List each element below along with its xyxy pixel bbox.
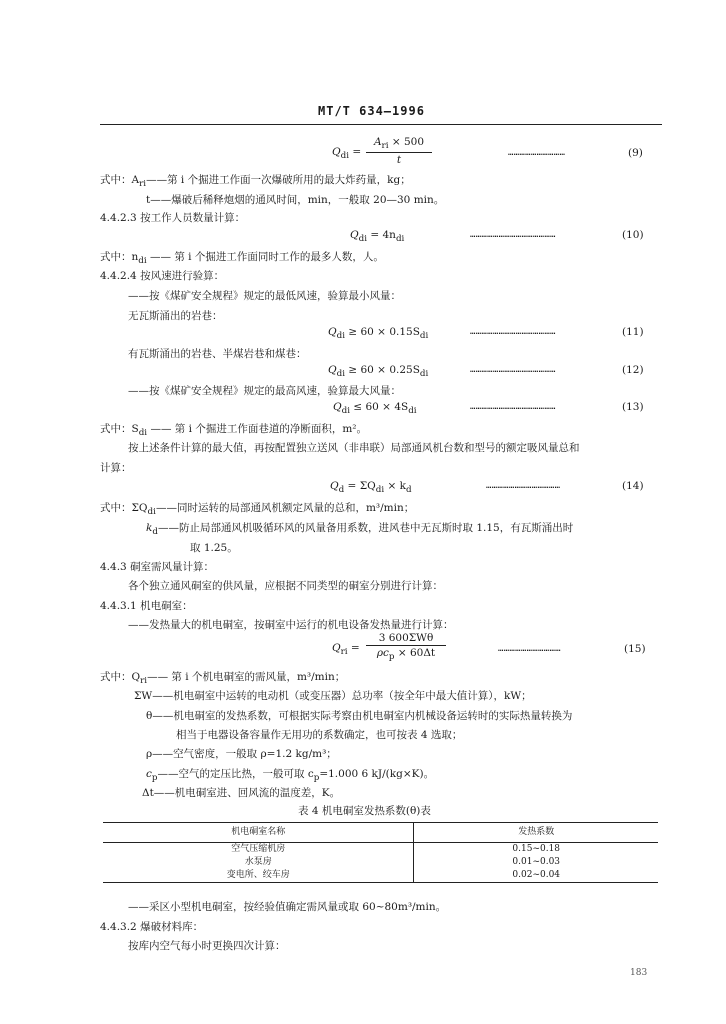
table-cell: 空气压缩机房 (231, 844, 286, 854)
where15-line6: $c_p——$空气的定压比热，一般可取 $c_p=1.000$ 6 kJ/(kg×K)。 (146, 768, 435, 784)
section-4432-title: 4.4.3.2 爆破材料库： (100, 921, 204, 933)
section-4424-line2: 无瓦斯涌出的岩巷： (128, 310, 223, 322)
where15-line7: Δt——机电硐室进、回风流的温度差，K。 (142, 787, 341, 799)
eq14-expression: $Q_d = \Sigma Q_{di} \times k_d$ (330, 480, 412, 496)
eq13-label: (13) (622, 401, 644, 413)
where15-line3: θ——机电硐室的发热系数，可根据实际考察由机电硐室内机械设备运转时的实际热量转换为 (146, 710, 573, 722)
page-number: 183 (630, 968, 648, 978)
eq15-leader: …………………………… (498, 644, 561, 654)
eq9-label: (9) (628, 147, 643, 159)
eq15-fraction: 3 600ΣWθ $\rho c_p \times 60\Delta t$ (366, 632, 446, 662)
section-4423-title: 4.4.2.3 按工作人员数量计算： (100, 212, 246, 224)
eq13-leader: ……………………………………… (470, 402, 556, 412)
where14-line1: 式中：$\Sigma Q_{di}——$同时运转的局部通风机额定风量的总和，m³/min； (100, 502, 415, 518)
eq11-leader: ……………………………………… (470, 327, 556, 337)
eq11-label: (11) (622, 326, 644, 338)
table-row (103, 843, 658, 857)
eq11-expression: $Q_{di} \ge 60 \times 0.15S_{di}$ (328, 326, 429, 342)
eq12-leader: ……………………………………… (470, 365, 556, 375)
where13: 式中：$S_{di}$ —— 第 i 个掘进工作面巷道的净断面积，m²。 (100, 423, 367, 439)
section-4431-line1: ——发热量大的机电硐室，按硐室中运行的机电设备发热量进行计算： (128, 619, 454, 631)
section-4432-line1: 按库内空气每小时更换四次计算： (128, 940, 286, 952)
para14-line2: 计算： (100, 462, 132, 474)
section-4424c-line1: ——按《煤矿安全规程》规定的最高风速，验算最大风量： (128, 385, 401, 397)
para14-line1: 按上述条件计算的最大值，再按配置独立送风（非串联）局部通风机台数和型号的额定吸风量总和 (128, 442, 580, 454)
table-cell: 0.02~0.04 (414, 869, 658, 883)
where15-line4: 相当于电器设备容量作无用功的系数确定，也可按表 4 选取； (176, 729, 463, 741)
header-rule (100, 124, 662, 125)
where9-line2: t——爆破后稀释炮烟的通风时间，min，一般取 20—30 min。 (146, 194, 445, 206)
standard-number: MT/T 634—1996 (318, 104, 425, 118)
section-443-line1: 各个独立通风硐室的供风量，应根据不同类型的硐室分别进行计算： (128, 580, 443, 592)
table-cell: 水泵房 (244, 857, 272, 867)
eq10-expression: $Q_{di} = 4n_{di}$ (350, 229, 405, 245)
where15-line2: ΣW——机电硐室中运转的电动机（或变压器）总功率（按全年中最大值计算），kW； (134, 690, 532, 702)
eq14-leader: ………………………………… (486, 481, 561, 491)
after-table-line1: ——采区小型机电硐室，按经验值确定需风量或取 60~80m³/min。 (128, 901, 447, 913)
table-row (103, 869, 658, 883)
where14-line2: $k_d——$防止局部通风机吸循环风的风量备用系数，进风巷中无瓦斯时取 1.15，有瓦斯涌出时 (146, 522, 574, 538)
section-4424-title: 4.4.2.4 按风速进行验算： (100, 270, 225, 282)
section-4424b-line1: 有瓦斯涌出的岩巷、半煤岩巷和煤巷： (128, 348, 307, 360)
where15-line5: ρ——空气密度，一般取 ρ=1.2 kg/m³； (146, 748, 337, 760)
section-4431-title: 4.4.3.1 机电硐室： (100, 600, 193, 612)
where9-line1: 式中：$A_{ri}——$第 i 个掘进工作面一次爆破所用的最大炸药量，kg； (100, 174, 411, 190)
eq13-expression: $Q_{di} \le 60 \times 4S_{di}$ (333, 401, 417, 417)
table4-header-name: 机电硐室名称 (103, 823, 414, 843)
eq10-leader: ……………………………………… (470, 230, 556, 240)
eq12-expression: $Q_{di} \ge 60 \times 0.25S_{di}$ (328, 364, 429, 380)
where10: 式中：$n_{di}$ —— 第 i 个掘进工作面同时工作的最多人数，人。 (100, 251, 384, 267)
table4-caption: 表 4 机电硐室发热系数(θ)表 (298, 805, 431, 817)
section-4424-line1: ——按《煤矿安全规程》规定的最低风速，验算最小风量： (128, 290, 401, 302)
where14-line3: 取 1.25。 (190, 542, 238, 554)
eq10-label: (10) (622, 229, 644, 241)
eq12-label: (12) (622, 364, 644, 376)
eq9-fraction: $A_{ri} \times 500$ t (366, 136, 432, 166)
where15-line1: 式中：$Q_{ri}——$ 第 i 个机电硐室的需风量，m³/min； (100, 671, 346, 687)
eq9-lhs: $Q_{di}$ = (332, 146, 362, 162)
eq15-lhs: $Q_{ri}$ = (332, 642, 360, 658)
table-cell: 0.01~0.03 (414, 856, 658, 869)
table-cell: 变电所、绞车房 (103, 869, 414, 883)
table-row (103, 856, 658, 869)
table4-header-coef: 发热系数 (414, 823, 658, 843)
table-cell: 0.15~0.18 (414, 843, 658, 857)
section-443-title: 4.4.3 硐室需风量计算： (100, 561, 215, 573)
eq14-label: (14) (622, 480, 644, 492)
eq15-label: (15) (624, 643, 646, 655)
eq9-leader: ………………………… (508, 148, 566, 158)
table4 (103, 822, 658, 883)
